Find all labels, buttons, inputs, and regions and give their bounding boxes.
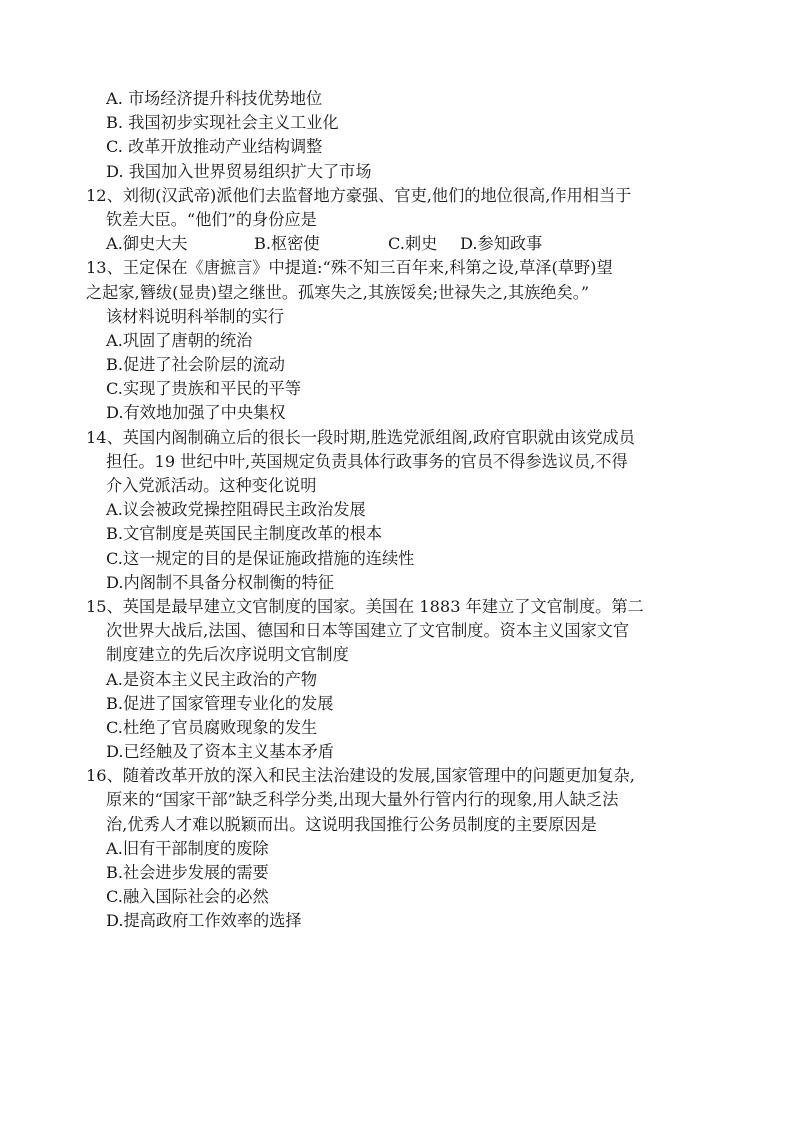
q16-option-b: B.社会进步发展的需要 [106, 863, 269, 882]
q12-option-d: D.参知政事 [460, 234, 543, 254]
q15-stem-line-2: 次世界大战后,法国、德国和日本等国建立了文官制度。资本主义国家文官 [106, 621, 630, 641]
q13-option-c: C.实现了贵族和平民的平等 [106, 379, 302, 399]
q15-option-b: B.促进了国家管理专业化的发展 [106, 693, 334, 713]
q13-option-b: B.促进了社会阶层的流动 [106, 355, 285, 375]
q13-stem-line-2: 之起家,簪绂(显贵)望之继世。孤寒失之,其族馁矣;世禄失之,其族绝矣。” [86, 282, 590, 302]
q12-option-c: C.刺史 [388, 234, 438, 254]
q13-option-d: D.有效地加强了中央集权 [106, 403, 286, 423]
q14-option-d: D.内阁制不具备分权制衡的特征 [106, 572, 334, 592]
q14-stem-line-2: 担任。19 世纪中叶,英国规定负责具体行政事务的官员不得参选议员,不得 [106, 451, 628, 471]
q15-option-c: C.杜绝了官员腐败现象的发生 [106, 717, 318, 737]
q15-option-d: D.已经触及了资本主义基本矛盾 [106, 742, 334, 762]
q16-option-c: C.融入国际社会的必然 [106, 887, 269, 907]
prev-option-d: D. 我国加入世界贸易组织扩大了市场 [106, 161, 372, 181]
q14-option-b: B.文官制度是英国民主制度改革的根本 [106, 524, 383, 544]
q13-stem-line-1: 13、王定保在《唐摭言》中提道:“殊不知三百年来,科第之设,草泽(草野)望 [86, 258, 613, 278]
q15-stem-line-3: 制度建立的先后次序说明文官制度 [106, 645, 349, 665]
q13-stem-line-3: 该材料说明科举制的实行 [106, 306, 285, 326]
prev-option-b: B. 我国初步实现社会主义工业化 [106, 113, 339, 133]
q13-option-a: A.巩固了唐朝的统治 [106, 330, 253, 350]
q16-stem-line-2: 原来的“国家干部”缺乏科学分类,出现大量外行管内行的现象,用人缺乏法 [106, 790, 619, 810]
q16-stem-line-3: 治,优秀人才难以脱颖而出。这说明我国推行公务员制度的主要原因是 [106, 814, 597, 834]
q16-option-d: D.提高政府工作效率的选择 [106, 911, 302, 931]
prev-option-a: A. 市场经济提升科技优势地位 [106, 89, 323, 108]
q15-option-a: A.是资本主义民主政治的产物 [106, 669, 318, 689]
q12-options [86, 232, 726, 256]
q14-stem-line-1: 14、英国内阁制确立后的很长一段时期,胜选党派组阁,政府官职就由该党成员 [86, 427, 635, 447]
q14-option-a: A.议会被政党操控阻碍民主政治发展 [106, 500, 366, 520]
prev-option-c: C. 改革开放推动产业结构调整 [106, 137, 323, 157]
q14-option-c: C.这一规定的目的是保证施政措施的连续性 [106, 548, 415, 568]
question-list [86, 87, 726, 934]
q16-stem-line-1: 16、随着改革开放的深入和民主法治建设的发展,国家管理中的问题更加复杂, [86, 766, 635, 786]
q16-option-a: A.旧有干部制度的废除 [106, 838, 269, 858]
q15-stem-line-1: 15、英国是最早建立文官制度的国家。美国在 1883 年建立了文官制度。第二 [86, 596, 644, 616]
q12-stem-line-1: 12、刘彻(汉武帝)派他们去监督地方豪强、官吏,他们的地位很高,作用相当于 [86, 185, 632, 205]
q12-stem-line-2: 钦差大臣。“他们”的身份应是 [106, 209, 317, 229]
q14-stem-line-3: 介入党派活动。这种变化说明 [106, 476, 317, 495]
q12-option-a: A.御史大夫 [106, 234, 188, 254]
q12-option-b: B.枢密使 [254, 234, 320, 254]
